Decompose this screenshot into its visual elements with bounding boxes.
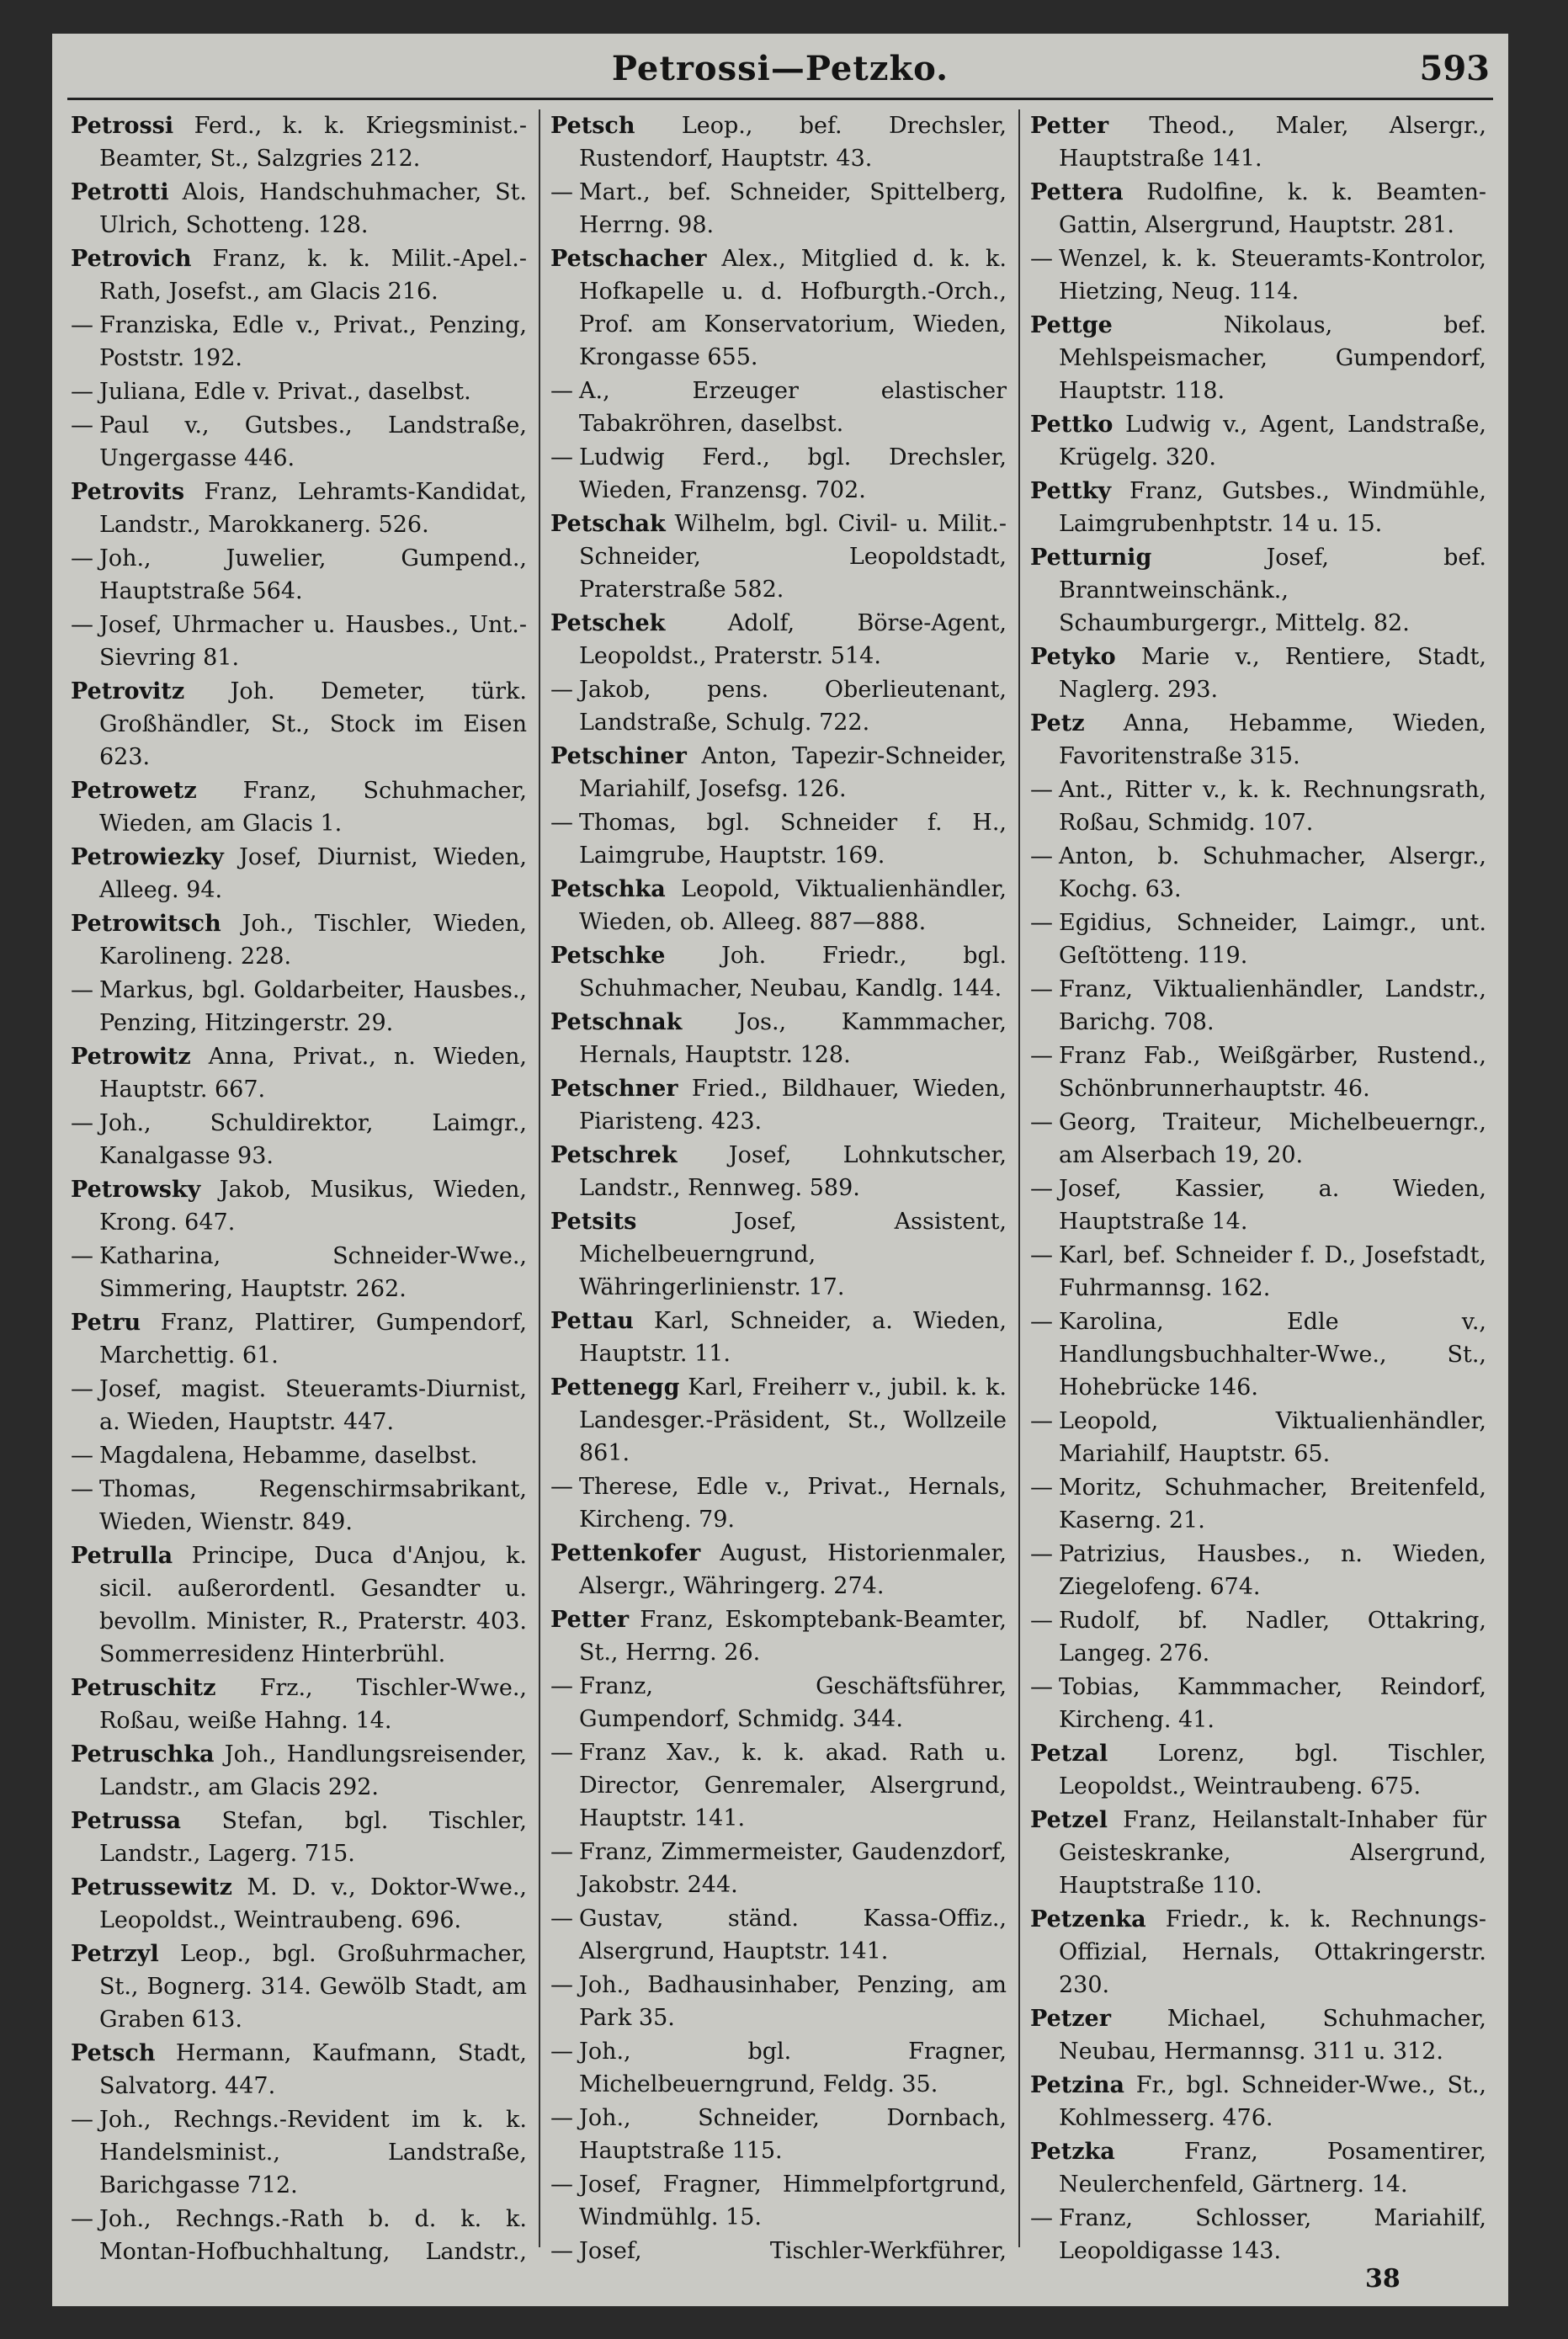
directory-entry bbox=[71, 1473, 527, 1539]
directory-entry bbox=[550, 1371, 1007, 1470]
directory-entry bbox=[71, 242, 527, 308]
ditto-dash: — bbox=[550, 2172, 573, 2198]
entry-details: Josef, Uhrmacher u. Hausbes., Unt.-Sievring 81. bbox=[99, 612, 527, 671]
ditto-dash: — bbox=[550, 2039, 573, 2065]
directory-entry bbox=[71, 841, 527, 906]
directory-entry bbox=[550, 2035, 1007, 2101]
ditto-dash: — bbox=[1030, 777, 1053, 803]
entry-surname: Pettera bbox=[1030, 179, 1124, 205]
directory-entry bbox=[550, 176, 1007, 242]
ditto-dash: — bbox=[550, 378, 573, 404]
directory-entry bbox=[1030, 2202, 1486, 2264]
directory-entry bbox=[1030, 1172, 1486, 1238]
column-divider bbox=[1018, 109, 1020, 2247]
entry-surname: Petturnig bbox=[1030, 545, 1152, 571]
directory-entry bbox=[550, 806, 1007, 872]
entry-details: Franz, Lehramts-Kandidat, Landstr., Marokkanerg. 526. bbox=[99, 479, 527, 538]
entry-details: Franz Fab., Weißgärber, Rustend., Schönbrunnerhauptstr. 46. bbox=[1059, 1043, 1486, 1102]
directory-entry bbox=[71, 2037, 527, 2102]
directory-entry bbox=[71, 1871, 527, 1937]
entry-surname: Petsch bbox=[550, 113, 635, 139]
ditto-dash: — bbox=[71, 1443, 93, 1469]
directory-entry bbox=[550, 1969, 1007, 2034]
entry-details: Franz, Schuhmacher, Wieden, am Glacis 1. bbox=[99, 778, 527, 837]
entry-details: Joh., Badhausinhaber, Penzing, am Park 35. bbox=[579, 1972, 1007, 2031]
directory-entry bbox=[1030, 1671, 1486, 1736]
directory-entry bbox=[71, 2103, 527, 2202]
entry-details: August, Historienmaler, Alsergr., Währingerg. 274. bbox=[579, 1540, 1007, 1599]
directory-entry bbox=[550, 673, 1007, 739]
entry-details: Franz, Viktualienhändler, Landstr., Barichg. 708. bbox=[1059, 976, 1486, 1035]
directory-entry bbox=[71, 1439, 527, 1472]
entry-details: Moritz, Schuhmacher, Breitenfeld, Kaserng. 21. bbox=[1059, 1475, 1486, 1534]
directory-entry bbox=[550, 1305, 1007, 1370]
entry-surname: Petrowiezky bbox=[71, 844, 224, 870]
entry-details: Ludwig v., Agent, Landstraße, Krügelg. 320. bbox=[1059, 412, 1486, 470]
entry-surname: Pettky bbox=[1030, 478, 1112, 504]
entry-details: Friedr., k. k. Rechnungs-Offizial, Hernals, Ottakringerstr. 230. bbox=[1059, 1906, 1486, 1998]
entry-surname: Petrotti bbox=[71, 179, 169, 205]
directory-entry bbox=[550, 1205, 1007, 1304]
ditto-dash: — bbox=[550, 179, 573, 205]
directory-entry bbox=[71, 1306, 527, 1372]
entry-surname: Petzka bbox=[1030, 2139, 1115, 2165]
entry-details: Josef, Tischler-Werkführer, bbox=[579, 2238, 1007, 2264]
entry-details: Stefan, bgl. Tischler, Landstr., Lagerg. 715. bbox=[99, 1808, 527, 1867]
entry-details: Marie v., Rentiere, Stadt, Naglerg. 293. bbox=[1059, 644, 1486, 703]
entry-details: Michael, Schuhmacher, Neubau, Hermannsg. 311 u. 312. bbox=[1059, 2006, 1486, 2065]
directory-entry bbox=[550, 1736, 1007, 1835]
entry-details: Franz, Posamentirer, Neulerchenfeld, Gärtnerg. 14. bbox=[1059, 2139, 1486, 2198]
directory-entry bbox=[1030, 475, 1486, 540]
entry-details: Hermann, Kaufmann, Stadt, Salvatorg. 447. bbox=[99, 2040, 527, 2099]
entry-surname: Petruschka bbox=[71, 1741, 215, 1768]
entry-details: Joh., Schuldirektor, Laimgr., Kanalgasse 93. bbox=[99, 1110, 527, 1169]
entry-surname: Petrovitz bbox=[71, 678, 185, 704]
entry-details: Tobias, Kammmacher, Reindorf, Kircheng. 41. bbox=[1059, 1674, 1486, 1733]
entry-details: Franz, Geschäftsführer, Gumpendorf, Schmidg. 344. bbox=[579, 1673, 1007, 1732]
entry-surname: Petru bbox=[71, 1310, 141, 1336]
ditto-dash: — bbox=[71, 1110, 93, 1136]
directory-entry bbox=[1030, 1737, 1486, 1803]
entry-details: A., Erzeuger elastischer Tabakröhren, daselbst. bbox=[579, 378, 1007, 437]
ditto-dash: — bbox=[71, 1376, 93, 1402]
directory-entry bbox=[71, 1040, 527, 1106]
entry-surname: Petruschitz bbox=[71, 1675, 216, 1701]
directory-entry bbox=[71, 409, 527, 475]
entry-details: Karl, Schneider, a. Wieden, Hauptstr. 11. bbox=[579, 1308, 1007, 1367]
entry-surname: Petrossi bbox=[71, 113, 174, 139]
entry-details: Franz Xav., k. k. akad. Rath u. Director, Genremaler, Alsergrund, Hauptstr. 141. bbox=[579, 1740, 1007, 1831]
ditto-dash: — bbox=[550, 1972, 573, 1998]
entry-details: Joh., bgl. Fragner, Michelbeuerngrund, Feldg. 35. bbox=[579, 2039, 1007, 2097]
entry-details: Joh., Juwelier, Gumpend., Hauptstraße 564. bbox=[99, 545, 527, 604]
entry-details: Franz, Schlosser, Mariahilf, Leopoldigasse 143. bbox=[1059, 2205, 1486, 2264]
entry-details: Josef, Diurnist, Wieden, Alleeg. 94. bbox=[99, 844, 527, 903]
entry-details: Franz, k. k. Milit.-Apel.-Rath, Josefst., am Glacis 216. bbox=[99, 246, 527, 305]
entry-surname: Petrowitsch bbox=[71, 911, 221, 937]
ditto-dash: — bbox=[71, 312, 93, 338]
directory-entry bbox=[1030, 840, 1486, 906]
entry-details: Rudolf, bf. Nadler, Ottakring, Langeg. 276. bbox=[1059, 1608, 1486, 1667]
running-head: Petrossi—Petzko. bbox=[611, 49, 949, 88]
entry-details: Leopold, Viktualienhändler, Wieden, ob. Alleeg. 887—888. bbox=[579, 876, 1007, 935]
directory-entry bbox=[1030, 1903, 1486, 2001]
entry-surname: Petzal bbox=[1030, 1741, 1108, 1767]
entry-surname: Petzel bbox=[1030, 1807, 1108, 1833]
entry-surname: Petrussewitz bbox=[71, 1874, 232, 1900]
directory-entry bbox=[550, 740, 1007, 805]
entry-details: Alex., Mitglied d. k. k. Hofkapelle u. d. Hofburgth.-Orch., Prof. am Konservatorium, Wieden, Krongasse 655. bbox=[579, 246, 1007, 370]
entry-details: Josef, bef. Branntweinschänk., Schaumburgergr., Mittelg. 82. bbox=[1059, 545, 1486, 636]
entry-details: Leopold, Viktualienhändler, Mariahilf, Hauptstr. 65. bbox=[1059, 1408, 1486, 1467]
entry-details: Jos., Kammmacher, Hernals, Hauptstr. 128. bbox=[579, 1009, 1007, 1068]
ditto-dash: — bbox=[550, 2105, 573, 2131]
ditto-dash: — bbox=[71, 412, 93, 439]
directory-entry bbox=[1030, 773, 1486, 839]
page-number: 593 bbox=[1419, 49, 1490, 88]
directory-entry bbox=[1030, 1039, 1486, 1105]
entry-details: Alois, Handschuhmacher, St. Ulrich, Schotteng. 128. bbox=[99, 179, 527, 238]
ditto-dash: — bbox=[550, 444, 573, 470]
ditto-dash: — bbox=[71, 2206, 93, 2232]
page-header bbox=[52, 49, 1508, 99]
directory-entry bbox=[1030, 109, 1486, 175]
directory-entry bbox=[71, 542, 527, 608]
entry-details: Patrizius, Hausbes., n. Wieden, Ziegelofeng. 674. bbox=[1059, 1541, 1486, 1600]
entry-surname: Petschiner bbox=[550, 743, 687, 769]
column-divider bbox=[539, 109, 540, 2247]
entry-details: Joh., Handlungsreisender, Landstr., am Glacis 292. bbox=[99, 1741, 527, 1800]
directory-entry bbox=[71, 1938, 527, 2036]
entry-surname: Petschacher bbox=[550, 246, 707, 272]
entry-details: Wilhelm, bgl. Civil- u. Milit.-Schneider, Leopoldstadt, Praterstraße 582. bbox=[579, 511, 1007, 603]
entry-details: Franz, Plattirer, Gumpendorf, Marchettig. 61. bbox=[99, 1310, 527, 1369]
entry-details: Fr., bgl. Schneider-Wwe., St., Kohlmesserg. 476. bbox=[1059, 2072, 1486, 2131]
entry-surname: Petschnak bbox=[550, 1009, 683, 1035]
directory-entry bbox=[71, 675, 527, 773]
directory-entry bbox=[71, 109, 527, 175]
entry-details: Joh., Rechngs.-Rath b. d. k. k. Montan-Hofbuchhaltung, Landstr., bbox=[99, 2206, 527, 2264]
directory-entry bbox=[1030, 1538, 1486, 1603]
directory-entry bbox=[550, 939, 1007, 1005]
ditto-dash: — bbox=[550, 1474, 573, 1500]
entry-surname: Pettenegg bbox=[550, 1374, 680, 1401]
entry-surname: Petter bbox=[550, 1607, 630, 1633]
entry-details: Josef, Lohnkutscher, Landstr., Rennweg. 589. bbox=[579, 1142, 1007, 1201]
directory-entry bbox=[71, 974, 527, 1039]
entry-surname: Petsch bbox=[71, 2040, 156, 2066]
entry-details: Magdalena, Hebamme, daselbst. bbox=[99, 1443, 478, 1469]
directory-entry bbox=[71, 774, 527, 840]
ditto-dash: — bbox=[1030, 1043, 1053, 1069]
entry-surname: Petschek bbox=[550, 610, 666, 636]
entry-details: Franz, Heilanstalt-Inhaber für Geisteskranke, Alsergrund, Hauptstraße 110. bbox=[1059, 1807, 1486, 1899]
directory-entry bbox=[71, 2203, 527, 2264]
entry-surname: Petrussa bbox=[71, 1808, 181, 1834]
ditto-dash: — bbox=[71, 1243, 93, 1269]
entry-details: Karl, Freiherr v., jubil. k. k. Landesger.-Präsident, St., Wollzeile 861. bbox=[579, 1374, 1007, 1466]
entry-surname: Petter bbox=[1030, 113, 1109, 139]
entry-surname: Petschak bbox=[550, 511, 666, 537]
entry-details: Karolina, Edle v., Handlungsbuchhalter-Wwe., St., Hohebrücke 146. bbox=[1059, 1309, 1486, 1401]
entry-details: Anna, Hebamme, Wieden, Favoritenstraße 315. bbox=[1059, 710, 1486, 769]
ditto-dash: — bbox=[1030, 910, 1053, 936]
directory-entry bbox=[1030, 906, 1486, 972]
directory-entry bbox=[71, 176, 527, 242]
entry-details: Nikolaus, bef. Mehlspeismacher, Gumpendorf, Hauptstr. 118. bbox=[1059, 312, 1486, 404]
directory-entry bbox=[550, 2168, 1007, 2234]
ditto-dash: — bbox=[1030, 976, 1053, 1002]
entry-details: Katharina, Schneider-Wwe., Simmering, Hauptstr. 262. bbox=[99, 1243, 527, 1302]
entry-surname: Petyko bbox=[1030, 644, 1116, 670]
entry-details: Jakob, pens. Oberlieutenant, Landstraße, Schulg. 722. bbox=[579, 677, 1007, 736]
entry-details: Georg, Traiteur, Michelbeuerngr., am Alserbach 19, 20. bbox=[1059, 1109, 1486, 1168]
entry-surname: Petschka bbox=[550, 876, 666, 902]
directory-entry bbox=[550, 242, 1007, 374]
ditto-dash: — bbox=[550, 2238, 573, 2264]
directory-entry bbox=[1030, 541, 1486, 640]
entry-details: Josef, Kassier, a. Wieden, Hauptstraße 14. bbox=[1059, 1176, 1486, 1235]
directory-entry bbox=[71, 907, 527, 973]
directory-entry bbox=[1030, 1106, 1486, 1172]
directory-entry bbox=[1030, 408, 1486, 474]
entry-details: Lorenz, bgl. Tischler, Leopoldst., Weintraubeng. 675. bbox=[1059, 1741, 1486, 1799]
entry-details: Gustav, ständ. Kassa-Offiz., Alsergrund, Hauptstr. 141. bbox=[579, 1906, 1007, 1964]
entry-details: Juliana, Edle v. Privat., daselbst. bbox=[99, 379, 471, 405]
entry-details: Thomas, bgl. Schneider f. H., Laimgrube, Hauptstr. 169. bbox=[579, 810, 1007, 869]
entry-details: Ant., Ritter v., k. k. Rechnungsrath, Roßau, Schmidg. 107. bbox=[1059, 777, 1486, 836]
directory-entry bbox=[1030, 1239, 1486, 1305]
entry-details: Markus, bgl. Goldarbeiter, Hausbes., Penzing, Hitzingerstr. 29. bbox=[99, 977, 527, 1036]
ditto-dash: — bbox=[550, 1673, 573, 1699]
ditto-dash: — bbox=[1030, 1541, 1053, 1567]
ditto-dash: — bbox=[1030, 1309, 1053, 1335]
entry-details: Josef, Assistent, Michelbeuerngrund, Währingerlinienstr. 17. bbox=[579, 1209, 1007, 1300]
entry-details: Leop., bef. Drechsler, Rustendorf, Hauptstr. 43. bbox=[579, 113, 1007, 172]
directory-entry bbox=[550, 1537, 1007, 1603]
entry-details: Principe, Duca d'Anjou, k. sicil. außerordentl. Gesandter u. bevollm. Minister, R., Praterstr. 403. Sommerresidenz Hinterbrühl. bbox=[99, 1543, 527, 1667]
entry-details: Anton, b. Schuhmacher, Alsergr., Kochg. 63. bbox=[1059, 843, 1486, 902]
column-2 bbox=[550, 109, 1007, 2264]
directory-entry bbox=[1030, 1604, 1486, 1670]
entry-surname: Petschrek bbox=[550, 1142, 678, 1168]
directory-entry bbox=[550, 1670, 1007, 1736]
directory-entry bbox=[1030, 973, 1486, 1039]
directory-entry bbox=[71, 1240, 527, 1305]
entry-surname: Petrovits bbox=[71, 479, 185, 505]
directory-entry bbox=[71, 1107, 527, 1172]
entry-surname: Petrowetz bbox=[71, 778, 197, 804]
directory-entry bbox=[550, 2235, 1007, 2264]
entry-details: Franz, Eskomptebank-Beamter, St., Herrng. 26. bbox=[579, 1607, 1007, 1666]
header-rule bbox=[67, 98, 1493, 100]
entry-details: Rudolfine, k. k. Beamten-Gattin, Alsergrund, Hauptstr. 281. bbox=[1059, 179, 1486, 238]
entry-surname: Petsits bbox=[550, 1209, 637, 1235]
directory-entry bbox=[550, 1006, 1007, 1071]
directory-entry bbox=[71, 1738, 527, 1804]
entry-surname: Petschner bbox=[550, 1076, 678, 1102]
directory-entry bbox=[1030, 1405, 1486, 1470]
directory-entry bbox=[550, 1139, 1007, 1204]
entry-surname: Petzenka bbox=[1030, 1906, 1146, 1932]
directory-entry bbox=[1030, 1471, 1486, 1537]
ditto-dash: — bbox=[71, 612, 93, 638]
entry-surname: Petzer bbox=[1030, 2006, 1111, 2032]
entry-details: Franziska, Edle v., Privat., Penzing, Poststr. 192. bbox=[99, 312, 527, 371]
entry-details: Frz., Tischler-Wwe., Roßau, weiße Hahng. 14. bbox=[99, 1675, 527, 1734]
entry-surname: Pettge bbox=[1030, 312, 1113, 338]
ditto-dash: — bbox=[71, 545, 93, 571]
entry-details: Josef, magist. Steueramts-Diurnist, a. Wieden, Hauptstr. 447. bbox=[99, 1376, 527, 1435]
entry-details: Leop., bgl. Großuhrmacher, St., Bognerg. 314. Gewölb Stadt, am Graben 613. bbox=[99, 1941, 527, 2033]
directory-page bbox=[52, 34, 1508, 2306]
ditto-dash: — bbox=[550, 810, 573, 836]
ditto-dash: — bbox=[71, 379, 93, 405]
directory-entry bbox=[550, 1902, 1007, 1968]
column-3 bbox=[1030, 109, 1486, 2264]
ditto-dash: — bbox=[550, 1906, 573, 1932]
directory-entry bbox=[550, 375, 1007, 440]
entry-details: Joh., Rechngs.-Revident im k. k. Handelsminist., Landstraße, Barichgasse 712. bbox=[99, 2107, 527, 2198]
directory-entry bbox=[550, 2102, 1007, 2167]
ditto-dash: — bbox=[550, 1839, 573, 1865]
directory-entry bbox=[550, 873, 1007, 938]
directory-entry bbox=[71, 476, 527, 541]
directory-entry bbox=[71, 309, 527, 375]
entry-details: Anna, Privat., n. Wieden, Hauptstr. 667. bbox=[99, 1044, 527, 1103]
directory-entry bbox=[1030, 1305, 1486, 1404]
entry-details: Ferd., k. k. Kriegsminist.-Beamter, St., Salzgries 212. bbox=[99, 113, 527, 172]
signature-mark: 38 bbox=[1365, 2264, 1401, 2294]
directory-entry bbox=[1030, 1804, 1486, 1902]
directory-entry bbox=[71, 1672, 527, 1737]
directory-entry bbox=[550, 441, 1007, 507]
directory-entry bbox=[1030, 309, 1486, 407]
directory-entry bbox=[71, 609, 527, 674]
ditto-dash: — bbox=[1030, 2205, 1053, 2231]
ditto-dash: — bbox=[71, 1476, 93, 1502]
ditto-dash: — bbox=[1030, 1242, 1053, 1268]
entry-details: Therese, Edle v., Privat., Hernals, Kircheng. 79. bbox=[579, 1474, 1007, 1533]
ditto-dash: — bbox=[550, 1740, 573, 1766]
entry-details: Theod., Maler, Alsergr., Hauptstraße 141. bbox=[1059, 113, 1486, 172]
directory-entry bbox=[1030, 641, 1486, 706]
entry-surname: Petzina bbox=[1030, 2072, 1124, 2098]
directory-entry bbox=[1030, 242, 1486, 308]
entry-surname: Pettenkofer bbox=[550, 1540, 701, 1566]
ditto-dash: — bbox=[1030, 1475, 1053, 1501]
directory-entry bbox=[550, 508, 1007, 606]
entry-surname: Pettko bbox=[1030, 412, 1114, 438]
ditto-dash: — bbox=[1030, 1176, 1053, 1202]
entry-surname: Petschke bbox=[550, 943, 666, 969]
directory-entry bbox=[71, 1173, 527, 1239]
entry-details: Paul v., Gutsbes., Landstraße, Ungergasse 446. bbox=[99, 412, 527, 471]
directory-entry bbox=[71, 375, 527, 408]
ditto-dash: — bbox=[71, 977, 93, 1003]
entry-details: Joh., Schneider, Dornbach, Hauptstraße 115. bbox=[579, 2105, 1007, 2164]
directory-entry bbox=[550, 1836, 1007, 1901]
entry-details: Joh. Friedr., bgl. Schuhmacher, Neubau, Kandlg. 144. bbox=[579, 943, 1007, 1002]
entry-details: Ludwig Ferd., bgl. Drechsler, Wieden, Franzensg. 702. bbox=[579, 444, 1007, 503]
directory-entry bbox=[71, 1539, 527, 1671]
ditto-dash: — bbox=[1030, 246, 1053, 272]
ditto-dash: — bbox=[1030, 1109, 1053, 1135]
directory-entry bbox=[1030, 2135, 1486, 2201]
directory-entry bbox=[1030, 707, 1486, 773]
entry-surname: Petz bbox=[1030, 710, 1085, 736]
directory-entry bbox=[71, 1805, 527, 1870]
directory-entry bbox=[1030, 2002, 1486, 2068]
entry-surname: Petrovich bbox=[71, 246, 192, 272]
directory-entry bbox=[1030, 176, 1486, 242]
entry-details: Joh., Tischler, Wieden, Karolineng. 228. bbox=[99, 911, 527, 970]
entry-surname: Petrowitz bbox=[71, 1044, 191, 1070]
ditto-dash: — bbox=[1030, 1408, 1053, 1434]
entry-details: Egidius, Schneider, Laimgr., unt. Geſtötteng. 119. bbox=[1059, 910, 1486, 969]
entry-details: Thomas, Regenschirmsabrikant, Wieden, Wienstr. 849. bbox=[99, 1476, 527, 1535]
directory-entry bbox=[71, 1373, 527, 1438]
entry-details: Anton, Tapezir-Schneider, Mariahilf, Josefsg. 126. bbox=[579, 743, 1007, 802]
entry-details: Franz, Zimmermeister, Gaudenzdorf, Jakobstr. 244. bbox=[579, 1839, 1007, 1898]
directory-entry bbox=[550, 1072, 1007, 1138]
entry-details: Fried., Bildhauer, Wieden, Piaristeng. 423. bbox=[579, 1076, 1007, 1135]
entry-details: Wenzel, k. k. Steueramts-Kontrolor, Hietzing, Neug. 114. bbox=[1059, 246, 1486, 305]
entry-surname: Petrowsky bbox=[71, 1177, 201, 1203]
entry-details: M. D. v., Doktor-Wwe., Leopoldst., Weintraubeng. 696. bbox=[99, 1874, 527, 1933]
column-1 bbox=[71, 109, 527, 2264]
entry-details: Joh. Demeter, türk. Großhändler, St., Stock im Eisen 623. bbox=[99, 678, 527, 770]
directory-entry bbox=[550, 109, 1007, 175]
entry-details: Jakob, Musikus, Wieden, Krong. 647. bbox=[99, 1177, 527, 1236]
entry-surname: Petrzyl bbox=[71, 1941, 159, 1967]
ditto-dash: — bbox=[550, 677, 573, 703]
entry-details: Karl, bef. Schneider f. D., Josefstadt, Fuhrmannsg. 162. bbox=[1059, 1242, 1486, 1301]
entry-details: Josef, Fragner, Himmelpfortgrund, Windmühlg. 15. bbox=[579, 2172, 1007, 2230]
directory-entry bbox=[550, 1603, 1007, 1669]
ditto-dash: — bbox=[1030, 843, 1053, 869]
ditto-dash: — bbox=[1030, 1674, 1053, 1700]
directory-entry bbox=[550, 1470, 1007, 1536]
entry-details: Franz, Gutsbes., Windmühle, Laimgrubenhptstr. 14 u. 15. bbox=[1059, 478, 1486, 537]
ditto-dash: — bbox=[71, 2107, 93, 2133]
directory-entry bbox=[1030, 2069, 1486, 2134]
entry-details: Adolf, Börse-Agent, Leopoldst., Praterstr. 514. bbox=[579, 610, 1007, 669]
entry-surname: Pettau bbox=[550, 1308, 634, 1334]
entry-details: Mart., bef. Schneider, Spittelberg, Herrng. 98. bbox=[579, 179, 1007, 238]
ditto-dash: — bbox=[1030, 1608, 1053, 1634]
entry-surname: Petrulla bbox=[71, 1543, 173, 1569]
directory-entry bbox=[550, 607, 1007, 672]
